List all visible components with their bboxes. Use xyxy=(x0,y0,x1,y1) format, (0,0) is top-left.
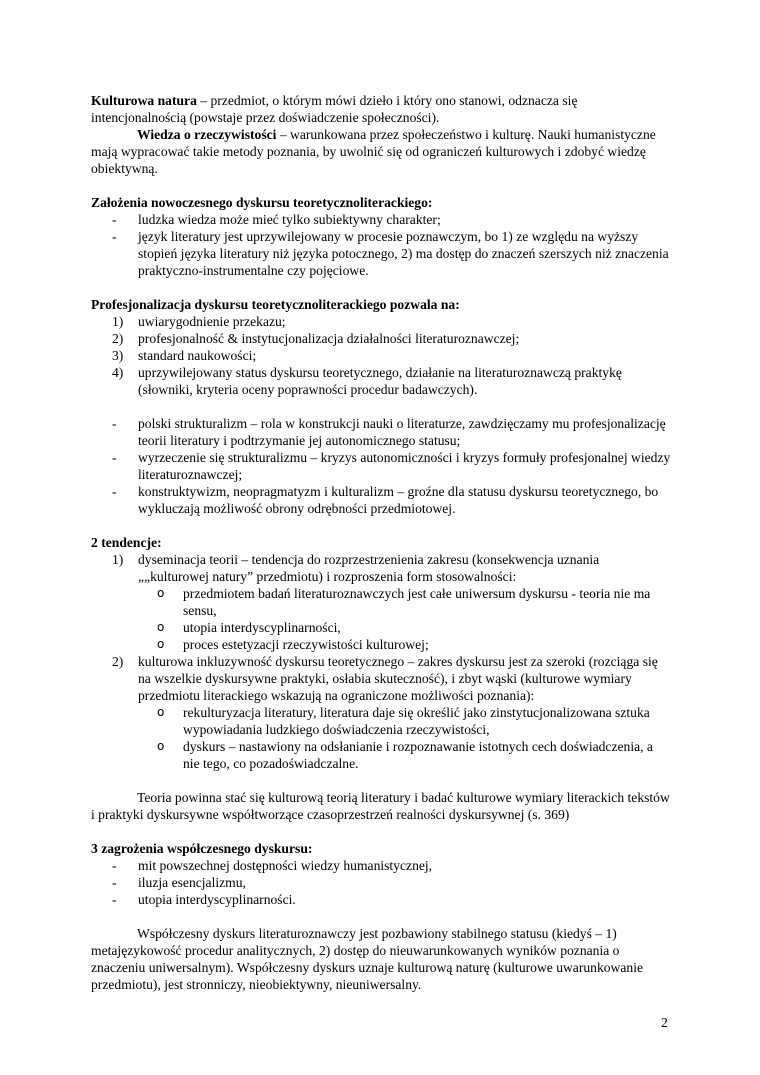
circle-bullet-icon: o xyxy=(157,586,165,600)
list-number: 2) xyxy=(112,654,124,669)
term-kulturowa-natura: Kulturowa natura xyxy=(91,93,197,108)
dash-marker: - xyxy=(112,416,117,431)
zalozenia-list xyxy=(91,211,671,279)
term-wiedza-o-rzeczywistosci: Wiedza o rzeczywistości xyxy=(137,127,277,142)
sub-list-item: o rekulturyzacja literatury, literatura daje się określić jako zinstytucjonalizowana sztuka wypowiadania ludzkiego doświadczenia rzeczywistości, xyxy=(157,705,650,737)
section-heading-profesjonalizacja: Profesjonalizacja dyskursu teoretycznoliterackiego pozwala na: xyxy=(91,297,460,312)
list-item: - mit powszechnej dostępności wiedzy humanistycznej, xyxy=(112,858,433,873)
section-heading-tendencje: 2 tendencje: xyxy=(91,535,162,550)
intro-paragraph-1: Kulturowa natura – przedmiot, o którym mówi dzieło i który ono stanowi, odznacza się intencjonalnością (powstaje przez doświadczenie społeczności). xyxy=(91,93,578,125)
list-item: - konstruktywizm, neopragmatyzm i kulturalizm – groźne dla statusu dyskursu teoretycznego, bo wykluczają możliwość obrony odrębności przedmiotowej. xyxy=(112,484,659,516)
dash-marker: - xyxy=(112,484,117,499)
list-item: - polski strukturalizm – rola w konstrukcji nauki o literaturze, zawdzięczamy mu profesjonalizację teorii literatury i podtrzymanie jej autonomicznego statusu; xyxy=(112,416,666,448)
list-item: - ludzka wiedza może mieć tylko subiektywny charakter; xyxy=(112,212,441,227)
list-number: 1) xyxy=(112,552,124,567)
dash-marker: - xyxy=(112,212,117,227)
list-number: 1) xyxy=(112,314,124,329)
dash-marker: - xyxy=(112,858,117,873)
list-item: 2) kulturowa inkluzywność dyskursu teoretycznego – zakres dyskursu jest za szeroki (rozciąga się na wszelkie dyskursywne praktyki, osłabia skuteczność), i zbyt wąski (kulturowe wymiary przedmiotu literackiego wskazują na ograniczone możliwości poznania): o rekulturyzacja literatury, literatura daje się określić jako zinstytucjonalizowana sztuka wypowiadania ludzkiego doświadczenia rzeczywistości, o dyskurs – nastawiony na odsłanianie i rozpoznawanie istotnych cech doświadczenia, a nie tego, co pozadoświadczalne. xyxy=(91,653,671,772)
list-item: 4) uprzywilejowany status dyskursu teoretycznego, działanie na literaturoznawczą praktykę (słowniki, kryteria oceny poprawności procedur badawczych). xyxy=(112,365,622,397)
list-item: - utopia interdyscyplinarności. xyxy=(112,892,296,907)
sub-list-item: o proces estetyzacji rzeczywistości kulturowej; xyxy=(157,637,429,652)
intro-paragraph-2: Wiedza o rzeczywistości – warunkowana przez społeczeństwo i kulturę. Nauki humanistyczne mają wypracować takie metody poznania, by uwolnić się od ograniczeń kulturowych i zdobyć wiedzę obiektywną. xyxy=(91,127,656,176)
sub-list-item: o dyskurs – nastawiony na odsłanianie i rozpoznawanie istotnych cech doświadczenia, a nie tego, co pozadoświadczalne. xyxy=(157,739,653,771)
tendencje-list xyxy=(91,551,671,772)
sub-list-item: o przedmiotem badań literaturoznawczych jest całe uniwersum dyskursu - teoria nie ma sensu, xyxy=(157,586,651,618)
dash-marker: - xyxy=(112,875,117,890)
list-item: - iluzja esencjalizmu, xyxy=(112,875,246,890)
final-paragraph: Współczesny dyskurs literaturoznawczy jest pozbawiony stabilnego statusu (kiedyś – 1) metajęzykowość procedur analitycznych, 2) dostęp do nieuwarunkowanych wyników poznania o znaczeniu uniwersalnym). Współczesny dyskurs uznaje kulturową naturę (kulturowe uwarunkowanie przedmiotu), jest stronniczy, nieobiektywny, nieuniwersalny. xyxy=(91,926,644,992)
closing-paragraph: Teoria powinna stać się kulturową teorią literatury i badać kulturowe wymiary literackich tekstów i praktyki dyskursywne współtworzące czasoprzestrzeń realności dyskursywnej (s. 369) xyxy=(91,790,670,822)
circle-bullet-icon: o xyxy=(157,739,165,753)
list-number: 4) xyxy=(112,365,124,380)
sub-list xyxy=(91,704,671,772)
list-item: 3) standard naukowości; xyxy=(112,348,257,363)
section-heading-zalozenia: Założenia nowoczesnego dyskursu teoretycznoliterackiego: xyxy=(91,195,433,210)
list-item: 2) profesjonalność & instytucjonalizacja działalności literaturoznawczej; xyxy=(112,331,520,346)
document-page xyxy=(91,92,671,993)
page-number: 2 xyxy=(661,1015,668,1030)
list-item: - wyrzeczenie się strukturalizmu – kryzys autonomiczności i kryzys formuły profesjonalnej wiedzy literaturoznawczej; xyxy=(112,450,671,482)
circle-bullet-icon: o xyxy=(157,620,165,634)
section-heading-zagrozenia: 3 zagrożenia współczesnego dyskursu: xyxy=(91,841,313,856)
sub-list-item: o utopia interdyscyplinarności, xyxy=(157,620,341,635)
sub-list xyxy=(91,585,671,653)
profesjonalizacja-list xyxy=(91,313,671,398)
list-item: 1) uwiarygodnienie przekazu; xyxy=(112,314,286,329)
list-item: 1) dyseminacja teorii – tendencja do rozprzestrzenienia zakresu (konsekwencja uznania „„kulturowej natury” przedmiotu) i rozproszenia form stosowalności: o przedmiotem badań literaturoznawczych jest całe uniwersum dyskursu - teoria nie ma sensu, o utopia interdyscyplinarności, o proces estetyzacji rzeczywistości kulturowej; xyxy=(91,551,671,653)
dash-marker: - xyxy=(112,229,117,244)
list-number: 2) xyxy=(112,331,124,346)
profesjonalizacja-dash-list xyxy=(91,415,671,517)
dash-marker: - xyxy=(112,892,117,907)
dash-marker: - xyxy=(112,450,117,465)
circle-bullet-icon: o xyxy=(157,637,165,651)
circle-bullet-icon: o xyxy=(157,705,165,719)
list-number: 3) xyxy=(112,348,124,363)
list-item: - język literatury jest uprzywilejowany w procesie poznawczym, bo 1) ze względu na wyższy stopień języka literatury niż języka potocznego, 2) ma dostęp do znaczeń szerszych niż znaczenia praktyczno-instrumentalne czy pojęciowe. xyxy=(112,229,669,278)
zagrozenia-list xyxy=(91,857,671,908)
